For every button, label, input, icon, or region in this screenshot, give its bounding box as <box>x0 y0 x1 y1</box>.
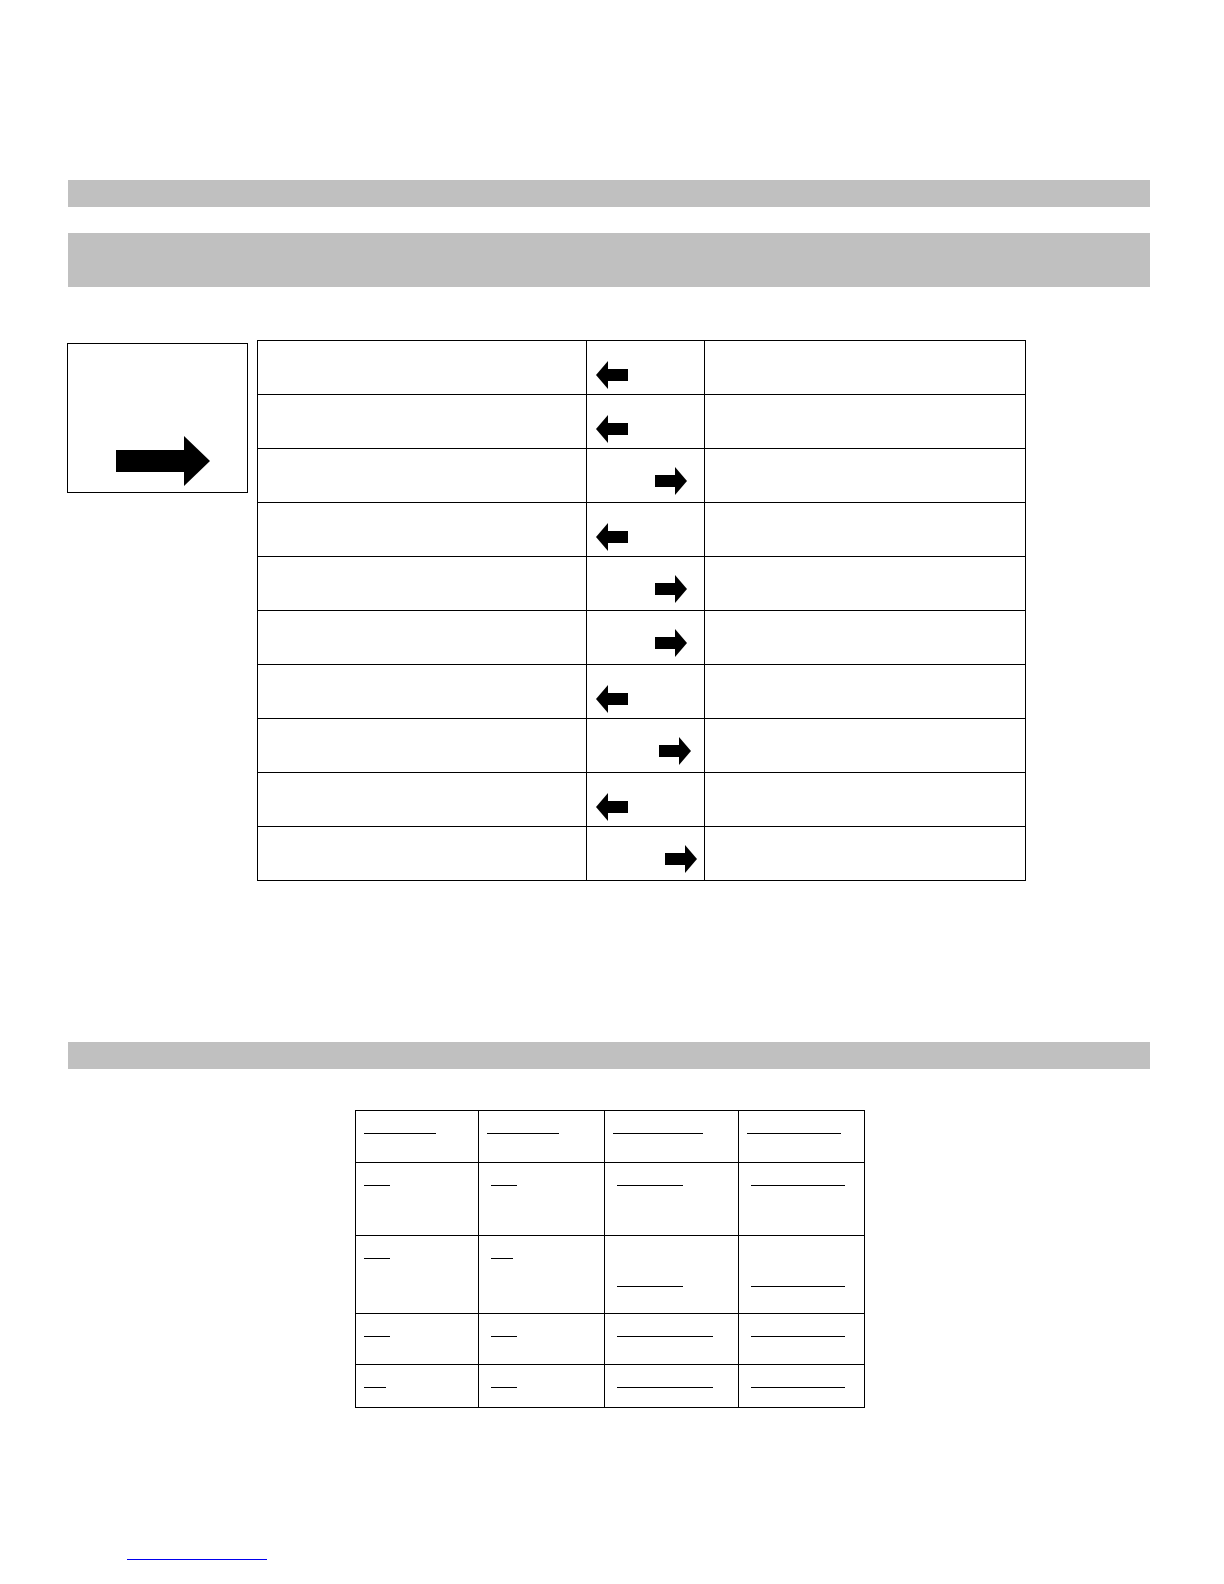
blank-answer-field[interactable] <box>364 1185 390 1186</box>
blank-answer-field[interactable] <box>364 1387 386 1388</box>
pair-right-cell <box>705 719 1026 773</box>
pair-arrow-cell <box>587 665 705 719</box>
score-cell <box>356 1236 479 1314</box>
pair-right-cell <box>705 827 1026 881</box>
pair-left-cell <box>258 557 587 611</box>
blank-answer-field[interactable] <box>491 1387 517 1388</box>
blank-answer-field[interactable] <box>364 1258 390 1259</box>
pair-right-cell <box>705 395 1026 449</box>
pairs-table <box>257 340 1026 881</box>
pair-row <box>258 395 1026 449</box>
pair-right-cell <box>705 449 1026 503</box>
pair-right-cell <box>705 665 1026 719</box>
pair-row <box>258 341 1026 395</box>
blank-answer-field[interactable] <box>364 1336 390 1337</box>
blank-answer-field[interactable] <box>751 1286 845 1287</box>
pair-left-cell <box>258 395 587 449</box>
blank-answer-field[interactable] <box>617 1286 683 1287</box>
pair-row <box>258 449 1026 503</box>
arrow-right-icon <box>665 845 697 873</box>
key-box <box>67 343 248 493</box>
pair-arrow-cell <box>587 827 705 881</box>
pair-right-cell <box>705 773 1026 827</box>
score-row <box>356 1111 865 1163</box>
score-cell <box>605 1236 739 1314</box>
blank-answer-field[interactable] <box>613 1133 703 1134</box>
arrow-right-icon <box>655 575 687 603</box>
footer-link[interactable] <box>127 1559 267 1560</box>
blank-answer-field[interactable] <box>491 1258 513 1259</box>
blank-answer-field[interactable] <box>617 1185 683 1186</box>
pair-arrow-cell <box>587 719 705 773</box>
pair-right-cell <box>705 503 1026 557</box>
pair-left-cell <box>258 341 587 395</box>
arrow-right-icon <box>116 436 210 486</box>
pair-left-cell <box>258 773 587 827</box>
arrow-left-icon <box>596 361 628 389</box>
score-cell <box>479 1236 605 1314</box>
pair-left-cell <box>258 827 587 881</box>
arrow-left-icon <box>596 523 628 551</box>
pair-row <box>258 557 1026 611</box>
score-cell <box>356 1365 479 1408</box>
blank-answer-field[interactable] <box>747 1133 841 1134</box>
score-row <box>356 1236 865 1314</box>
pair-left-cell <box>258 719 587 773</box>
score-cell <box>739 1365 865 1408</box>
pair-arrow-cell <box>587 341 705 395</box>
pair-right-cell <box>705 341 1026 395</box>
pair-left-cell <box>258 449 587 503</box>
pair-row <box>258 665 1026 719</box>
pair-row <box>258 719 1026 773</box>
pair-row <box>258 611 1026 665</box>
score-cell <box>739 1236 865 1314</box>
blank-answer-field[interactable] <box>491 1336 517 1337</box>
score-row <box>356 1314 865 1365</box>
score-row <box>356 1365 865 1408</box>
section-title-bar <box>68 233 1150 287</box>
score-cell <box>356 1111 479 1163</box>
score-cell <box>605 1314 739 1365</box>
blank-answer-field[interactable] <box>364 1133 436 1134</box>
pair-left-cell <box>258 503 587 557</box>
pair-right-cell <box>705 611 1026 665</box>
score-cell <box>356 1163 479 1236</box>
pair-arrow-cell <box>587 773 705 827</box>
pair-row <box>258 827 1026 881</box>
pair-right-cell <box>705 557 1026 611</box>
pair-arrow-cell <box>587 611 705 665</box>
arrow-left-icon <box>596 793 628 821</box>
blank-answer-field[interactable] <box>751 1387 845 1388</box>
blank-answer-field[interactable] <box>751 1185 845 1186</box>
score-cell <box>479 1314 605 1365</box>
blank-answer-field[interactable] <box>617 1387 713 1388</box>
pair-row <box>258 773 1026 827</box>
arrow-right-icon <box>655 467 687 495</box>
score-cell <box>479 1365 605 1408</box>
arrow-left-icon <box>596 415 628 443</box>
score-cell <box>605 1163 739 1236</box>
arrow-left-icon <box>596 685 628 713</box>
pair-arrow-cell <box>587 449 705 503</box>
score-cell <box>739 1111 865 1163</box>
pair-arrow-cell <box>587 503 705 557</box>
score-table <box>355 1110 865 1408</box>
pair-row <box>258 503 1026 557</box>
score-cell <box>605 1111 739 1163</box>
section-header-bar <box>68 1042 1150 1069</box>
score-cell <box>739 1314 865 1365</box>
blank-answer-field[interactable] <box>617 1336 713 1337</box>
arrow-right-icon <box>659 737 691 765</box>
pair-arrow-cell <box>587 395 705 449</box>
score-cell <box>479 1163 605 1236</box>
blank-answer-field[interactable] <box>491 1185 517 1186</box>
arrow-right-icon <box>655 629 687 657</box>
blank-answer-field[interactable] <box>751 1336 845 1337</box>
pair-arrow-cell <box>587 557 705 611</box>
pair-left-cell <box>258 611 587 665</box>
score-cell <box>356 1314 479 1365</box>
section-header-bar <box>68 180 1150 207</box>
score-cell <box>479 1111 605 1163</box>
pair-left-cell <box>258 665 587 719</box>
score-row <box>356 1163 865 1236</box>
blank-answer-field[interactable] <box>487 1133 559 1134</box>
score-cell <box>605 1365 739 1408</box>
score-cell <box>739 1163 865 1236</box>
